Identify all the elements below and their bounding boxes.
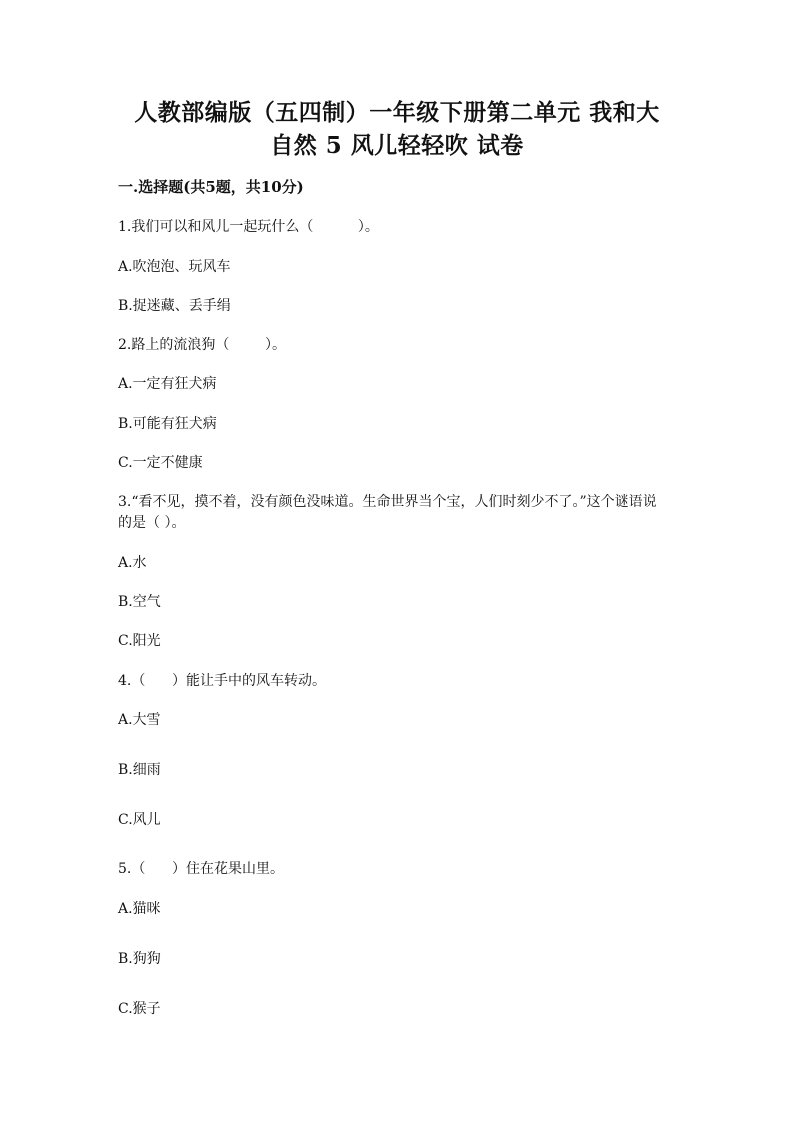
question-4-option-b: B.细雨: [118, 762, 161, 778]
question-2-stem: 2.路上的流浪狗（ ）。: [118, 337, 286, 353]
question-4-option-a: A.大雪: [118, 712, 161, 728]
question-5-option-c: C.猴子: [118, 1001, 161, 1017]
question-5-option-b: B.狗狗: [118, 951, 161, 967]
question-2-option-a: A.一定有狂犬病: [118, 376, 217, 392]
question-1-stem: 1.我们可以和风儿一起玩什么（ ）。: [118, 219, 379, 235]
section-heading: 一.选择题(共5题，共10分): [118, 178, 304, 196]
question-5-option-a: A.猫咪: [118, 901, 161, 917]
question-4-stem: 4.（ ）能让手中的风车转动。: [118, 673, 327, 689]
question-2-option-b: B.可能有狂犬病: [118, 416, 217, 432]
question-5-stem: 5.（ ）住在花果山里。: [118, 861, 285, 877]
question-1-option-a: A.吹泡泡、玩风车: [118, 259, 231, 275]
question-4-option-c: C.风儿: [118, 812, 161, 828]
question-3-option-c: C.阳光: [118, 633, 161, 649]
question-3-option-b: B.空气: [118, 594, 161, 610]
exam-title: [100, 96, 694, 162]
question-3-stem: 3.“看不见，摸不着，没有颜色没味道。生命世界当个宝，人们时刻少不了。”这个谜语说的是（ ）。: [118, 494, 657, 531]
question-3-option-a: A.水: [118, 555, 147, 571]
question-1-option-b: B.捉迷藏、丢手绢: [118, 298, 231, 314]
exam-title-line-1: 人教部编版（五四制）一年级下册第二单元 我和大: [134, 99, 660, 126]
exam-title-line-2: 自然 5 风儿轻轻吹 试卷: [270, 132, 524, 159]
question-2-option-c: C.一定不健康: [118, 455, 203, 471]
